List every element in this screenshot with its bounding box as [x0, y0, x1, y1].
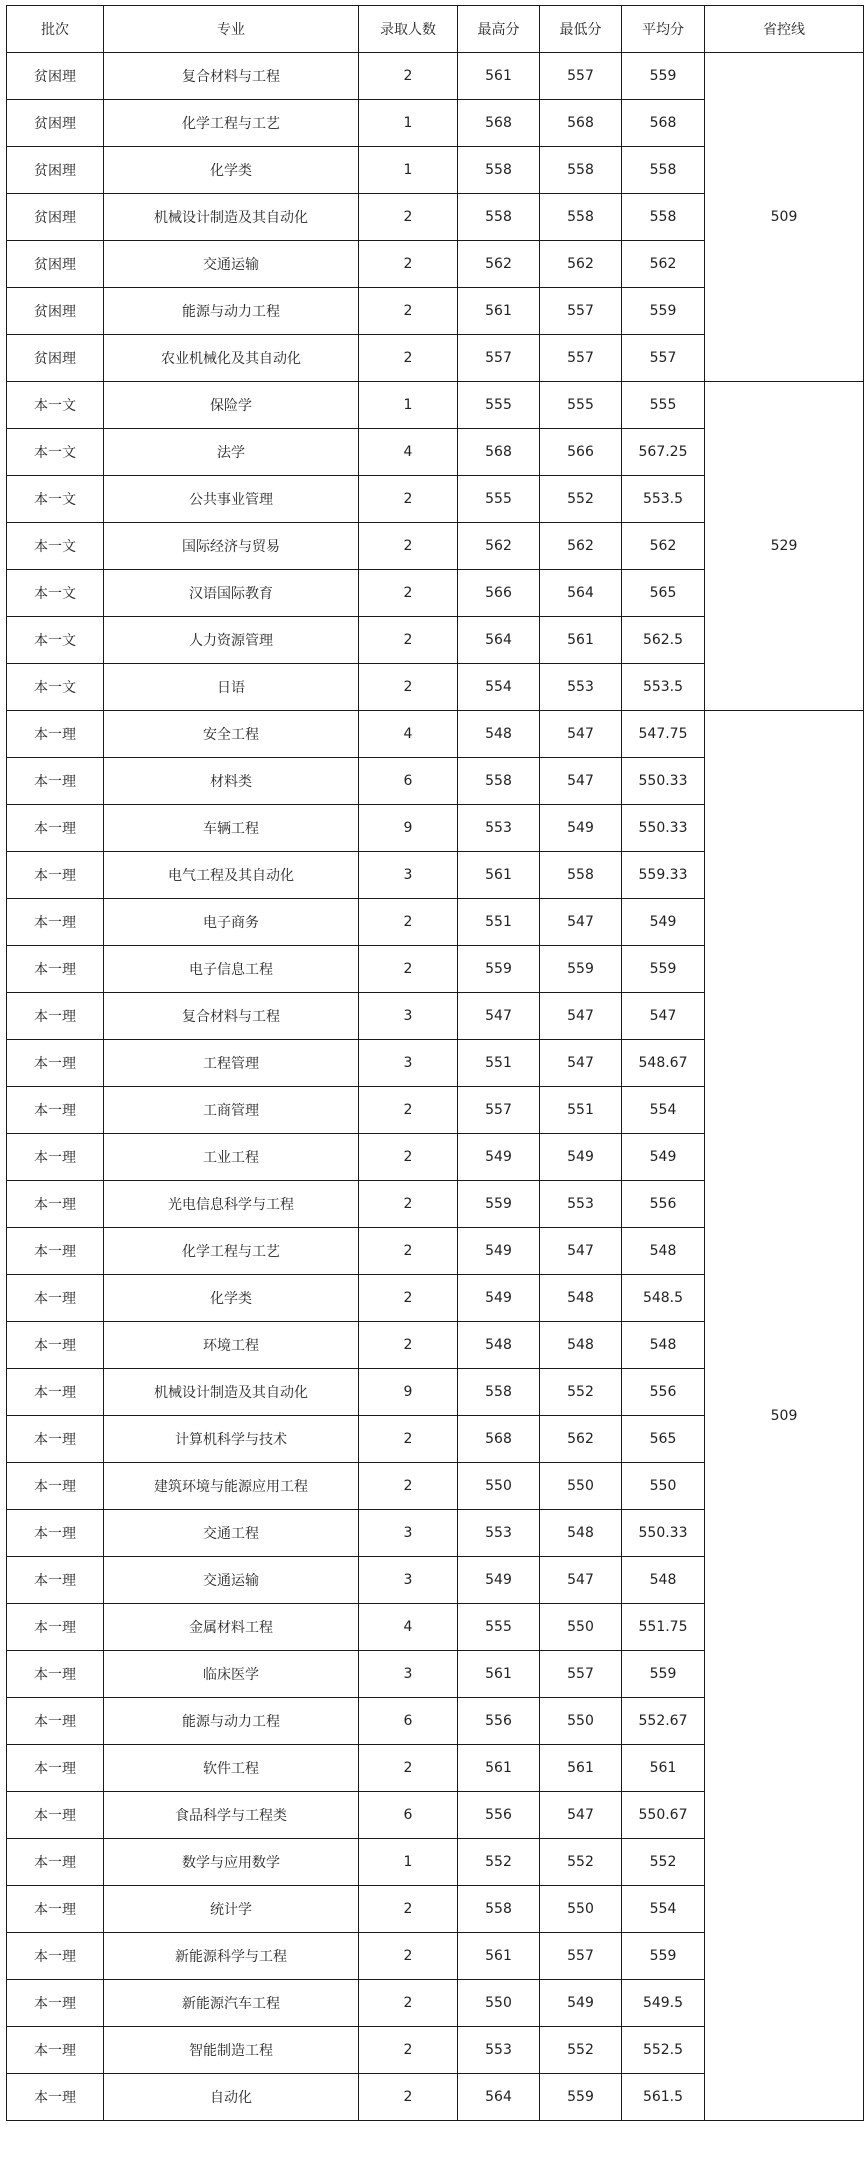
- major-cell: 安全工程: [104, 711, 359, 758]
- count-cell: 2: [359, 1745, 458, 1792]
- batch-cell: 贫困理: [7, 194, 104, 241]
- avg-score-cell: 553.5: [622, 664, 705, 711]
- count-cell: 2: [359, 1322, 458, 1369]
- avg-score-cell: 559: [622, 1651, 705, 1698]
- avg-score-cell: 547: [622, 993, 705, 1040]
- min-score-cell: 550: [540, 1698, 622, 1745]
- count-cell: 2: [359, 1275, 458, 1322]
- count-cell: 2: [359, 476, 458, 523]
- count-cell: 2: [359, 1416, 458, 1463]
- min-score-cell: 549: [540, 1134, 622, 1181]
- major-cell: 化学类: [104, 147, 359, 194]
- major-cell: 法学: [104, 429, 359, 476]
- count-cell: 1: [359, 1839, 458, 1886]
- count-cell: 6: [359, 1792, 458, 1839]
- count-cell: 2: [359, 1980, 458, 2027]
- count-cell: 3: [359, 1040, 458, 1087]
- batch-cell: 本一理: [7, 1369, 104, 1416]
- count-cell: 2: [359, 523, 458, 570]
- provincial-line-cell: 529: [705, 382, 864, 711]
- max-score-cell: 550: [458, 1463, 540, 1510]
- count-cell: 2: [359, 1087, 458, 1134]
- count-cell: 2: [359, 1228, 458, 1275]
- provincial-line-cell: 509: [705, 711, 864, 2121]
- avg-score-cell: 554: [622, 1886, 705, 1933]
- major-cell: 工商管理: [104, 1087, 359, 1134]
- min-score-cell: 557: [540, 335, 622, 382]
- count-cell: 6: [359, 1698, 458, 1745]
- min-score-cell: 549: [540, 805, 622, 852]
- major-cell: 电子信息工程: [104, 946, 359, 993]
- batch-cell: 本一文: [7, 664, 104, 711]
- max-score-cell: 553: [458, 1510, 540, 1557]
- count-cell: 2: [359, 664, 458, 711]
- batch-cell: 本一理: [7, 1087, 104, 1134]
- max-score-cell: 558: [458, 147, 540, 194]
- avg-score-cell: 549: [622, 1134, 705, 1181]
- count-cell: 4: [359, 711, 458, 758]
- max-score-cell: 550: [458, 1980, 540, 2027]
- header-avg-score: 平均分: [622, 6, 705, 53]
- count-cell: 4: [359, 1604, 458, 1651]
- avg-score-cell: 559: [622, 1933, 705, 1980]
- batch-cell: 本一理: [7, 946, 104, 993]
- max-score-cell: 559: [458, 1181, 540, 1228]
- min-score-cell: 552: [540, 1369, 622, 1416]
- avg-score-cell: 559: [622, 53, 705, 100]
- batch-cell: 贫困理: [7, 335, 104, 382]
- count-cell: 9: [359, 805, 458, 852]
- min-score-cell: 558: [540, 194, 622, 241]
- min-score-cell: 568: [540, 100, 622, 147]
- major-cell: 环境工程: [104, 1322, 359, 1369]
- major-cell: 计算机科学与技术: [104, 1416, 359, 1463]
- batch-cell: 本一理: [7, 1040, 104, 1087]
- batch-cell: 本一理: [7, 1745, 104, 1792]
- max-score-cell: 561: [458, 1651, 540, 1698]
- batch-cell: 贫困理: [7, 147, 104, 194]
- max-score-cell: 554: [458, 664, 540, 711]
- batch-cell: 本一理: [7, 1557, 104, 1604]
- batch-cell: 本一理: [7, 1698, 104, 1745]
- max-score-cell: 553: [458, 805, 540, 852]
- batch-cell: 本一理: [7, 1792, 104, 1839]
- major-cell: 复合材料与工程: [104, 993, 359, 1040]
- count-cell: 3: [359, 852, 458, 899]
- max-score-cell: 553: [458, 2027, 540, 2074]
- major-cell: 化学类: [104, 1275, 359, 1322]
- major-cell: 汉语国际教育: [104, 570, 359, 617]
- major-cell: 保险学: [104, 382, 359, 429]
- max-score-cell: 549: [458, 1134, 540, 1181]
- avg-score-cell: 548: [622, 1322, 705, 1369]
- avg-score-cell: 551.75: [622, 1604, 705, 1651]
- max-score-cell: 561: [458, 852, 540, 899]
- batch-cell: 本一理: [7, 1181, 104, 1228]
- avg-score-cell: 562.5: [622, 617, 705, 664]
- min-score-cell: 550: [540, 1463, 622, 1510]
- avg-score-cell: 556: [622, 1369, 705, 1416]
- min-score-cell: 557: [540, 288, 622, 335]
- max-score-cell: 562: [458, 523, 540, 570]
- min-score-cell: 559: [540, 946, 622, 993]
- min-score-cell: 548: [540, 1275, 622, 1322]
- batch-cell: 本一理: [7, 1322, 104, 1369]
- avg-score-cell: 555: [622, 382, 705, 429]
- table-row: [7, 53, 864, 100]
- count-cell: 1: [359, 147, 458, 194]
- min-score-cell: 553: [540, 1181, 622, 1228]
- min-score-cell: 548: [540, 1510, 622, 1557]
- major-cell: 机械设计制造及其自动化: [104, 194, 359, 241]
- major-cell: 人力资源管理: [104, 617, 359, 664]
- min-score-cell: 553: [540, 664, 622, 711]
- major-cell: 交通运输: [104, 1557, 359, 1604]
- batch-cell: 本一理: [7, 1839, 104, 1886]
- avg-score-cell: 562: [622, 241, 705, 288]
- max-score-cell: 561: [458, 53, 540, 100]
- min-score-cell: 547: [540, 758, 622, 805]
- min-score-cell: 549: [540, 1980, 622, 2027]
- major-cell: 金属材料工程: [104, 1604, 359, 1651]
- provincial-line-cell: 509: [705, 53, 864, 382]
- major-cell: 自动化: [104, 2074, 359, 2121]
- count-cell: 6: [359, 758, 458, 805]
- major-cell: 新能源汽车工程: [104, 1980, 359, 2027]
- count-cell: 3: [359, 993, 458, 1040]
- min-score-cell: 547: [540, 993, 622, 1040]
- avg-score-cell: 547.75: [622, 711, 705, 758]
- min-score-cell: 557: [540, 1933, 622, 1980]
- avg-score-cell: 552.5: [622, 2027, 705, 2074]
- avg-score-cell: 550.33: [622, 805, 705, 852]
- header-provincial-line: 省控线: [705, 6, 864, 53]
- avg-score-cell: 548: [622, 1557, 705, 1604]
- max-score-cell: 547: [458, 993, 540, 1040]
- min-score-cell: 547: [540, 1792, 622, 1839]
- min-score-cell: 562: [540, 241, 622, 288]
- max-score-cell: 568: [458, 429, 540, 476]
- max-score-cell: 564: [458, 2074, 540, 2121]
- min-score-cell: 564: [540, 570, 622, 617]
- count-cell: 2: [359, 946, 458, 993]
- batch-cell: 本一理: [7, 711, 104, 758]
- batch-cell: 本一理: [7, 852, 104, 899]
- major-cell: 车辆工程: [104, 805, 359, 852]
- batch-cell: 本一文: [7, 570, 104, 617]
- batch-cell: 本一文: [7, 617, 104, 664]
- major-cell: 化学工程与工艺: [104, 100, 359, 147]
- batch-cell: 本一理: [7, 899, 104, 946]
- max-score-cell: 557: [458, 335, 540, 382]
- batch-cell: 本一理: [7, 993, 104, 1040]
- max-score-cell: 556: [458, 1792, 540, 1839]
- max-score-cell: 558: [458, 758, 540, 805]
- max-score-cell: 548: [458, 1322, 540, 1369]
- major-cell: 工业工程: [104, 1134, 359, 1181]
- count-cell: 2: [359, 2074, 458, 2121]
- min-score-cell: 562: [540, 523, 622, 570]
- max-score-cell: 548: [458, 711, 540, 758]
- min-score-cell: 561: [540, 617, 622, 664]
- max-score-cell: 561: [458, 1745, 540, 1792]
- batch-cell: 本一理: [7, 1228, 104, 1275]
- count-cell: 1: [359, 382, 458, 429]
- avg-score-cell: 550.33: [622, 1510, 705, 1557]
- avg-score-cell: 550.67: [622, 1792, 705, 1839]
- max-score-cell: 566: [458, 570, 540, 617]
- max-score-cell: 549: [458, 1557, 540, 1604]
- max-score-cell: 568: [458, 100, 540, 147]
- count-cell: 4: [359, 429, 458, 476]
- min-score-cell: 547: [540, 1557, 622, 1604]
- count-cell: 2: [359, 1181, 458, 1228]
- avg-score-cell: 565: [622, 1416, 705, 1463]
- count-cell: 2: [359, 194, 458, 241]
- count-cell: 2: [359, 1933, 458, 1980]
- major-cell: 统计学: [104, 1886, 359, 1933]
- major-cell: 光电信息科学与工程: [104, 1181, 359, 1228]
- major-cell: 电子商务: [104, 899, 359, 946]
- major-cell: 机械设计制造及其自动化: [104, 1369, 359, 1416]
- max-score-cell: 549: [458, 1275, 540, 1322]
- min-score-cell: 552: [540, 2027, 622, 2074]
- max-score-cell: 552: [458, 1839, 540, 1886]
- avg-score-cell: 558: [622, 147, 705, 194]
- admission-score-table: [6, 5, 864, 2121]
- major-cell: 能源与动力工程: [104, 288, 359, 335]
- min-score-cell: 558: [540, 147, 622, 194]
- avg-score-cell: 549.5: [622, 1980, 705, 2027]
- major-cell: 工程管理: [104, 1040, 359, 1087]
- major-cell: 智能制造工程: [104, 2027, 359, 2074]
- min-score-cell: 550: [540, 1604, 622, 1651]
- count-cell: 3: [359, 1510, 458, 1557]
- avg-score-cell: 557: [622, 335, 705, 382]
- avg-score-cell: 548.5: [622, 1275, 705, 1322]
- avg-score-cell: 550.33: [622, 758, 705, 805]
- max-score-cell: 558: [458, 194, 540, 241]
- min-score-cell: 547: [540, 1040, 622, 1087]
- major-cell: 农业机械化及其自动化: [104, 335, 359, 382]
- major-cell: 复合材料与工程: [104, 53, 359, 100]
- header-count: 录取人数: [359, 6, 458, 53]
- avg-score-cell: 561.5: [622, 2074, 705, 2121]
- table-body: [7, 53, 864, 2121]
- batch-cell: 本一理: [7, 1510, 104, 1557]
- max-score-cell: 551: [458, 1040, 540, 1087]
- major-cell: 建筑环境与能源应用工程: [104, 1463, 359, 1510]
- avg-score-cell: 559: [622, 946, 705, 993]
- batch-cell: 本一理: [7, 758, 104, 805]
- max-score-cell: 562: [458, 241, 540, 288]
- avg-score-cell: 559.33: [622, 852, 705, 899]
- min-score-cell: 566: [540, 429, 622, 476]
- batch-cell: 本一文: [7, 476, 104, 523]
- major-cell: 日语: [104, 664, 359, 711]
- header-max-score: 最高分: [458, 6, 540, 53]
- batch-cell: 贫困理: [7, 53, 104, 100]
- avg-score-cell: 554: [622, 1087, 705, 1134]
- min-score-cell: 559: [540, 2074, 622, 2121]
- batch-cell: 本一理: [7, 1651, 104, 1698]
- major-cell: 国际经济与贸易: [104, 523, 359, 570]
- avg-score-cell: 568: [622, 100, 705, 147]
- batch-cell: 本一文: [7, 382, 104, 429]
- table-row: [7, 382, 864, 429]
- min-score-cell: 557: [540, 53, 622, 100]
- batch-cell: 本一理: [7, 1463, 104, 1510]
- major-cell: 临床医学: [104, 1651, 359, 1698]
- avg-score-cell: 565: [622, 570, 705, 617]
- major-cell: 公共事业管理: [104, 476, 359, 523]
- min-score-cell: 557: [540, 1651, 622, 1698]
- major-cell: 电气工程及其自动化: [104, 852, 359, 899]
- avg-score-cell: 548: [622, 1228, 705, 1275]
- count-cell: 2: [359, 335, 458, 382]
- min-score-cell: 547: [540, 711, 622, 758]
- count-cell: 2: [359, 570, 458, 617]
- major-cell: 食品科学与工程类: [104, 1792, 359, 1839]
- max-score-cell: 564: [458, 617, 540, 664]
- count-cell: 9: [359, 1369, 458, 1416]
- batch-cell: 本一文: [7, 523, 104, 570]
- batch-cell: 本一理: [7, 1980, 104, 2027]
- batch-cell: 贫困理: [7, 288, 104, 335]
- major-cell: 新能源科学与工程: [104, 1933, 359, 1980]
- count-cell: 2: [359, 241, 458, 288]
- avg-score-cell: 552: [622, 1839, 705, 1886]
- count-cell: 2: [359, 1463, 458, 1510]
- min-score-cell: 552: [540, 1839, 622, 1886]
- min-score-cell: 551: [540, 1087, 622, 1134]
- avg-score-cell: 550: [622, 1463, 705, 1510]
- count-cell: 2: [359, 2027, 458, 2074]
- max-score-cell: 555: [458, 382, 540, 429]
- batch-cell: 贫困理: [7, 100, 104, 147]
- max-score-cell: 555: [458, 1604, 540, 1651]
- major-cell: 交通工程: [104, 1510, 359, 1557]
- count-cell: 2: [359, 617, 458, 664]
- count-cell: 2: [359, 1886, 458, 1933]
- max-score-cell: 558: [458, 1886, 540, 1933]
- avg-score-cell: 549: [622, 899, 705, 946]
- count-cell: 2: [359, 53, 458, 100]
- batch-cell: 本一理: [7, 1134, 104, 1181]
- count-cell: 3: [359, 1651, 458, 1698]
- avg-score-cell: 559: [622, 288, 705, 335]
- avg-score-cell: 567.25: [622, 429, 705, 476]
- header-batch: 批次: [7, 6, 104, 53]
- avg-score-cell: 552.67: [622, 1698, 705, 1745]
- table-row: [7, 711, 864, 758]
- batch-cell: 本一理: [7, 1933, 104, 1980]
- min-score-cell: 561: [540, 1745, 622, 1792]
- max-score-cell: 561: [458, 288, 540, 335]
- min-score-cell: 562: [540, 1416, 622, 1463]
- max-score-cell: 555: [458, 476, 540, 523]
- header-min-score: 最低分: [540, 6, 622, 53]
- count-cell: 2: [359, 899, 458, 946]
- header-major: 专业: [104, 6, 359, 53]
- batch-cell: 本一理: [7, 1416, 104, 1463]
- min-score-cell: 555: [540, 382, 622, 429]
- avg-score-cell: 553.5: [622, 476, 705, 523]
- major-cell: 数学与应用数学: [104, 1839, 359, 1886]
- major-cell: 软件工程: [104, 1745, 359, 1792]
- count-cell: 3: [359, 1557, 458, 1604]
- max-score-cell: 557: [458, 1087, 540, 1134]
- avg-score-cell: 556: [622, 1181, 705, 1228]
- avg-score-cell: 561: [622, 1745, 705, 1792]
- avg-score-cell: 548.67: [622, 1040, 705, 1087]
- min-score-cell: 548: [540, 1322, 622, 1369]
- count-cell: 1: [359, 100, 458, 147]
- max-score-cell: 568: [458, 1416, 540, 1463]
- max-score-cell: 551: [458, 899, 540, 946]
- batch-cell: 贫困理: [7, 241, 104, 288]
- max-score-cell: 549: [458, 1228, 540, 1275]
- max-score-cell: 559: [458, 946, 540, 993]
- min-score-cell: 558: [540, 852, 622, 899]
- max-score-cell: 558: [458, 1369, 540, 1416]
- batch-cell: 本一理: [7, 2027, 104, 2074]
- min-score-cell: 552: [540, 476, 622, 523]
- count-cell: 2: [359, 288, 458, 335]
- avg-score-cell: 558: [622, 194, 705, 241]
- major-cell: 化学工程与工艺: [104, 1228, 359, 1275]
- min-score-cell: 547: [540, 1228, 622, 1275]
- min-score-cell: 547: [540, 899, 622, 946]
- max-score-cell: 561: [458, 1933, 540, 1980]
- batch-cell: 本一理: [7, 2074, 104, 2121]
- count-cell: 2: [359, 1134, 458, 1181]
- batch-cell: 本一文: [7, 429, 104, 476]
- batch-cell: 本一理: [7, 805, 104, 852]
- major-cell: 材料类: [104, 758, 359, 805]
- min-score-cell: 550: [540, 1886, 622, 1933]
- batch-cell: 本一理: [7, 1604, 104, 1651]
- major-cell: 交通运输: [104, 241, 359, 288]
- avg-score-cell: 562: [622, 523, 705, 570]
- batch-cell: 本一理: [7, 1275, 104, 1322]
- major-cell: 能源与动力工程: [104, 1698, 359, 1745]
- batch-cell: 本一理: [7, 1886, 104, 1933]
- max-score-cell: 556: [458, 1698, 540, 1745]
- header-row: [7, 6, 864, 53]
